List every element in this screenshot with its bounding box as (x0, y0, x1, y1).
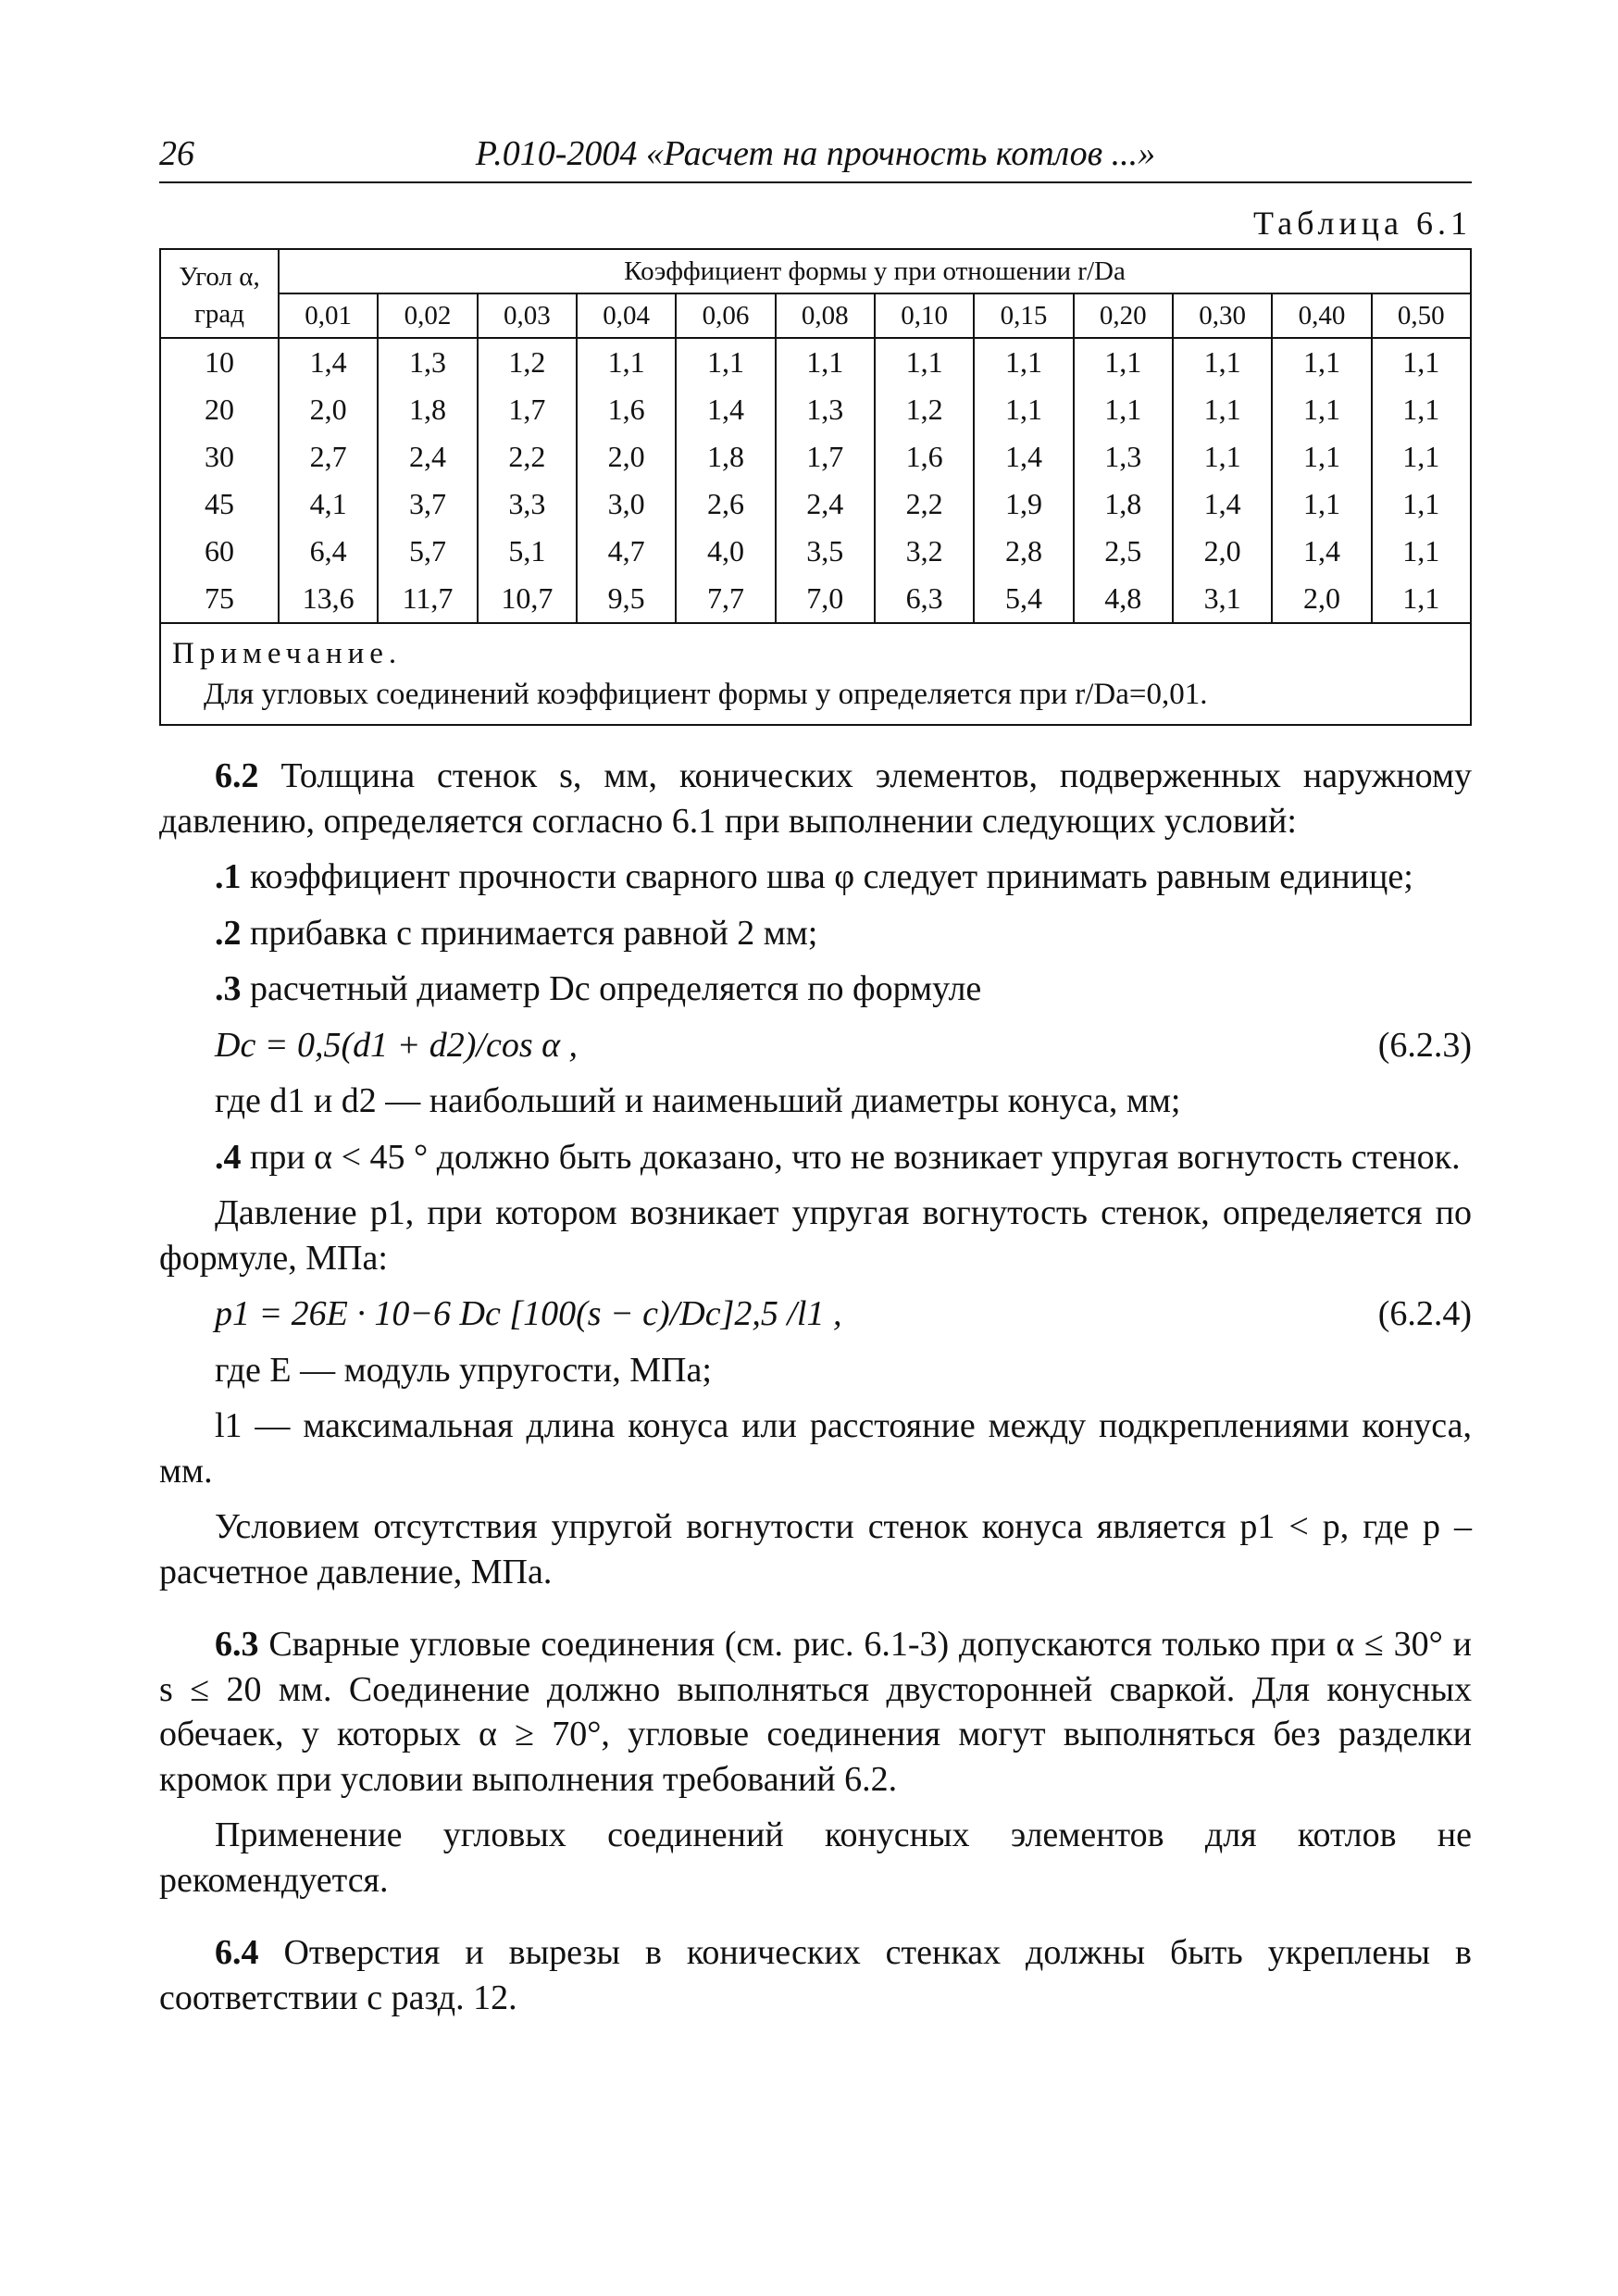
value-cell: 1,1 (1272, 338, 1371, 386)
table-row (160, 338, 1471, 386)
value-cell: 2,0 (279, 386, 378, 433)
angle-header: Угол α, град (160, 249, 279, 338)
value-cell: 1,1 (1272, 386, 1371, 433)
value-cell: 3,3 (478, 480, 577, 528)
value-cell: 2,0 (1173, 528, 1272, 575)
value-cell: 4,0 (676, 528, 775, 575)
note-text: Для угловых соединений коэффициент формы y определяется при r/Da=0,01. (204, 678, 1208, 711)
shape-coefficient-table (159, 248, 1472, 726)
value-cell: 1,3 (776, 386, 875, 433)
ratio-header: 0,20 (1074, 293, 1173, 338)
value-cell: 1,6 (875, 433, 974, 480)
item-2: .2 прибавка c принимается равной 2 мм; (215, 913, 818, 953)
value-cell: 2,6 (676, 480, 775, 528)
value-cell: 1,3 (1074, 433, 1173, 480)
value-cell: 1,3 (378, 338, 477, 386)
value-cell: 6,3 (875, 575, 974, 623)
table-row (160, 433, 1471, 480)
angle-cell: 30 (160, 433, 279, 480)
value-cell: 1,1 (1074, 338, 1173, 386)
value-cell: 1,1 (1272, 480, 1371, 528)
ratio-header: 0,15 (974, 293, 1073, 338)
value-cell: 2,0 (577, 433, 676, 480)
value-cell: 1,6 (577, 386, 676, 433)
pressure-intro: Давление p1, при котором возникает упругая вогнутость стенок, определяется по формуле, МПа: (159, 1193, 1472, 1278)
value-cell: 1,4 (1173, 480, 1272, 528)
value-cell: 2,4 (776, 480, 875, 528)
value-cell: 1,1 (974, 338, 1073, 386)
value-cell: 1,1 (1372, 338, 1471, 386)
table-row (160, 575, 1471, 623)
value-cell: 1,1 (577, 338, 676, 386)
angle-cell: 75 (160, 575, 279, 623)
value-cell: 1,8 (676, 433, 775, 480)
value-cell: 1,1 (676, 338, 775, 386)
value-cell: 1,1 (1372, 480, 1471, 528)
angle-cell: 20 (160, 386, 279, 433)
value-cell: 2,4 (378, 433, 477, 480)
ratio-header: 0,30 (1173, 293, 1272, 338)
value-cell: 2,0 (1272, 575, 1371, 623)
ratio-header: 0,10 (875, 293, 974, 338)
value-cell: 7,0 (776, 575, 875, 623)
ratio-header: 0,40 (1272, 293, 1371, 338)
angle-cell: 60 (160, 528, 279, 575)
item-3: .3 расчетный диаметр Dc определяется по формуле (215, 969, 982, 1008)
value-cell: 6,4 (279, 528, 378, 575)
where-e: где E — модуль упругости, МПа; (215, 1350, 712, 1390)
value-cell: 2,2 (875, 480, 974, 528)
value-cell: 1,1 (1173, 338, 1272, 386)
value-cell: 1,1 (974, 386, 1073, 433)
value-cell: 2,5 (1074, 528, 1173, 575)
table-body (160, 338, 1471, 623)
value-cell: 1,1 (1074, 386, 1173, 433)
value-cell: 1,4 (1272, 528, 1371, 575)
value-cell: 11,7 (378, 575, 477, 623)
value-cell: 1,8 (1074, 480, 1173, 528)
running-title: Р.010-2004 «Расчет на прочность котлов ...» (475, 134, 1156, 173)
where-d: где d1 и d2 — наибольший и наименьший диаметры конуса, мм; (215, 1081, 1181, 1120)
value-cell: 13,6 (279, 575, 378, 623)
ratio-header: 0,04 (577, 293, 676, 338)
value-cell: 3,5 (776, 528, 875, 575)
value-cell: 4,1 (279, 480, 378, 528)
formula-6-2-3 (159, 1023, 1472, 1068)
value-cell: 7,7 (676, 575, 775, 623)
table-note (160, 623, 1471, 725)
value-cell: 2,2 (478, 433, 577, 480)
ratio-header-row (160, 293, 1471, 338)
value-cell: 5,4 (974, 575, 1073, 623)
value-cell: 1,4 (974, 433, 1073, 480)
note-title: Примечание. (172, 637, 403, 670)
ratio-header: 0,01 (279, 293, 378, 338)
value-cell: 1,2 (875, 386, 974, 433)
ratio-header: 0,08 (776, 293, 875, 338)
formula-6-2-3-expr: Dc = 0,5(d1 + d2)/cos α , (215, 1025, 579, 1065)
value-cell: 10,7 (478, 575, 577, 623)
ratio-header: 0,03 (478, 293, 577, 338)
document-page (159, 120, 1472, 2031)
value-cell: 1,9 (974, 480, 1073, 528)
clause-6-3-recommendation: Применение угловых соединений конусных элементов для котлов не рекомендуется. (159, 1816, 1472, 1900)
value-cell: 3,1 (1173, 575, 1272, 623)
where-l: l1 — максимальная длина конуса или расстояние между подкреплениями конуса, мм. (159, 1406, 1472, 1491)
table-caption: Таблица 6.1 (1253, 205, 1472, 242)
value-cell: 1,1 (776, 338, 875, 386)
formula-6-2-4 (159, 1292, 1472, 1337)
value-cell: 3,7 (378, 480, 477, 528)
body-text (159, 754, 1472, 2020)
value-cell: 9,5 (577, 575, 676, 623)
clause-6-4: 6.4 Отверстия и вырезы в конических стенках должны быть укреплены в соответствии с разд. 12. (159, 1933, 1472, 2017)
value-cell: 1,1 (1272, 433, 1371, 480)
formula-6-2-4-expr: p1 = 26E · 10−6 Dc [100(s − c)/Dc]2,5 /l1 , (215, 1294, 842, 1333)
value-cell: 1,7 (776, 433, 875, 480)
angle-cell: 10 (160, 338, 279, 386)
value-cell: 1,1 (1372, 386, 1471, 433)
angle-cell: 45 (160, 480, 279, 528)
value-cell: 1,1 (1173, 386, 1272, 433)
value-cell: 1,4 (279, 338, 378, 386)
value-cell: 1,1 (875, 338, 974, 386)
ratio-header: 0,06 (676, 293, 775, 338)
table-row (160, 528, 1471, 575)
ratio-group-header: Коэффициент формы y при отношении r/Da (279, 249, 1471, 293)
value-cell: 5,1 (478, 528, 577, 575)
table-row (160, 480, 1471, 528)
item-4: .4 при α < 45 ° должно быть доказано, что не возникает упругая вогнутость стенок. (215, 1137, 1461, 1177)
ratio-header: 0,02 (378, 293, 477, 338)
clause-6-3: 6.3 Сварные угловые соединения (см. рис. 6.1-3) допускаются только при α ≤ 30° и s ≤ 20 мм. Соединение должно выполняться двусторонней сваркой. Для конусных обечаек, у которых α ≥ 70°, угловые соединения могут выполняться без разделки кромок при условии выполнения требований 6.2. (159, 1625, 1472, 1799)
page-number: 26 (159, 134, 194, 173)
condition: Условием отсутствия упругой вогнутости стенок конуса является p1 < p, где p – расчетное давление, МПа. (159, 1507, 1472, 1591)
value-cell: 5,7 (378, 528, 477, 575)
value-cell: 1,1 (1173, 433, 1272, 480)
value-cell: 2,8 (974, 528, 1073, 575)
value-cell: 1,2 (478, 338, 577, 386)
value-cell: 1,8 (378, 386, 477, 433)
value-cell: 3,2 (875, 528, 974, 575)
item-1: .1 коэффициент прочности сварного шва φ следует принимать равным единице; (215, 857, 1413, 896)
formula-6-2-4-number: (6.2.4) (1377, 1294, 1472, 1333)
value-cell: 1,4 (676, 386, 775, 433)
value-cell: 4,8 (1074, 575, 1173, 623)
value-cell: 1,7 (478, 386, 577, 433)
formula-6-2-3-number: (6.2.3) (1377, 1025, 1472, 1065)
clause-6-2: 6.2 Толщина стенок s, мм, конических элементов, подверженных наружному давлению, определяется согласно 6.1 при выполнении следующих условий: (159, 756, 1472, 841)
value-cell: 3,0 (577, 480, 676, 528)
ratio-header: 0,50 (1372, 293, 1471, 338)
value-cell: 4,7 (577, 528, 676, 575)
running-header (159, 120, 1472, 183)
value-cell: 1,1 (1372, 575, 1471, 623)
value-cell: 1,1 (1372, 528, 1471, 575)
value-cell: 1,1 (1372, 433, 1471, 480)
table-row (160, 386, 1471, 433)
value-cell: 2,7 (279, 433, 378, 480)
